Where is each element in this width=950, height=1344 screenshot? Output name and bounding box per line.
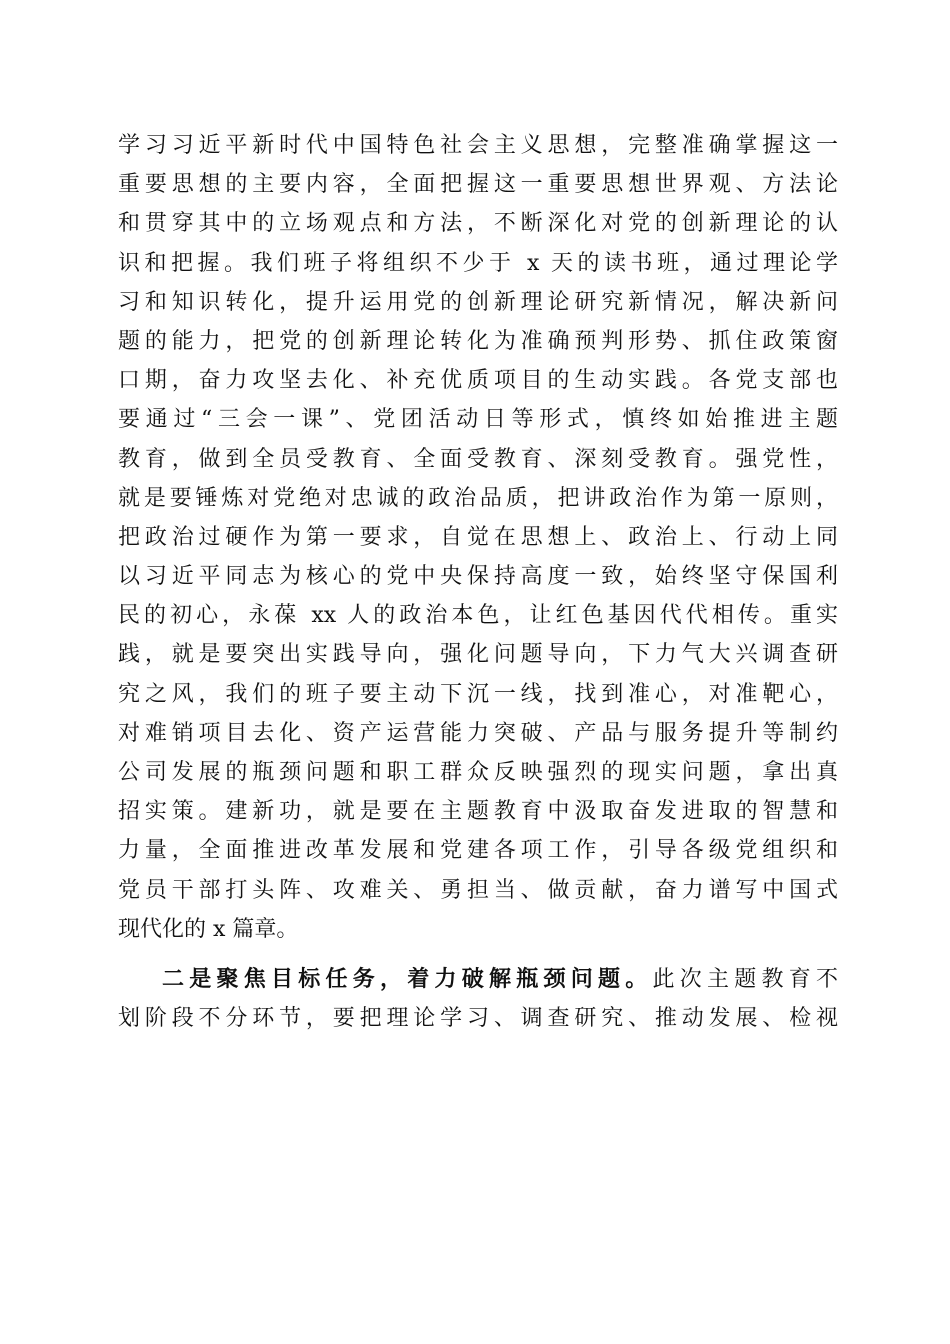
text-line: 口期，奋力攻坚去化、补充优质项目的生动实践。各党支部也 xyxy=(118,368,838,394)
text-line: 划阶段不分环节，要把理论学习、调查研究、推动发展、检视 xyxy=(118,1006,838,1032)
text-line: 题的能力，把党的创新理论转化为准确预判形势、抓住政策窗 xyxy=(118,328,838,354)
paragraph-spacer xyxy=(118,949,838,960)
text-line: 和贯穿其中的立场观点和方法，不断深化对党的创新理论的认 xyxy=(118,211,838,237)
text-line: 招实策。建新功，就是要在主题教育中汲取奋发进取的智慧和 xyxy=(118,799,838,825)
text-line: 党员干部打头阵、攻难关、勇担当、做贡献，奋力谱写中国式 xyxy=(118,877,838,903)
paragraph-heading: 二是聚焦目标任务，着力破解瓶颈问题。 xyxy=(162,965,653,992)
text-line: 学习习近平新时代中国特色社会主义思想，完整准确掌握这一 xyxy=(118,133,838,158)
text-line: 究之风，我们的班子要主动下沉一线，找到准心，对准靶心， xyxy=(118,681,838,707)
paragraph-text: 此次主题教育不 xyxy=(652,966,838,992)
text-line: 现代化的 x 篇章。 xyxy=(118,916,299,942)
text-line: 力量，全面推进改革发展和党建各项工作，引导各级党组织和 xyxy=(118,838,838,864)
text-line: 对难销项目去化、资产运营能力突破、产品与服务提升等制约 xyxy=(118,720,838,746)
text-line: 识和把握。我们班子将组织不少于 x 天的读书班，通过理论学 xyxy=(118,250,838,276)
text-line: 教育，做到全员受教育、全面受教育、深刻受教育。强党性， xyxy=(118,446,838,472)
text-line: 公司发展的瓶颈问题和职工群众反映强烈的现实问题，拿出真 xyxy=(118,760,838,785)
text-line xyxy=(118,960,838,999)
text-line: 民的初心，永葆 xx 人的政治本色，让红色基因代代相传。重实 xyxy=(118,603,838,629)
text-line: 要通过“三会一课”、党团活动日等形式，慎终如始推进主题 xyxy=(118,407,838,433)
text-line: 把政治过硬作为第一要求，自觉在思想上、政治上、行动上同 xyxy=(118,524,838,550)
text-line: 践，就是要突出实践导向，强化问题导向，下力气大兴调查研 xyxy=(118,642,838,668)
paragraph-2 xyxy=(118,960,838,1038)
text-line: 就是要锤炼对党绝对忠诚的政治品质，把讲政治作为第一原则， xyxy=(118,485,838,511)
text-line: 以习近平同志为核心的党中央保持高度一致，始终坚守保国利 xyxy=(118,564,838,590)
text-line: 习和知识转化，提升运用党的创新理论研究新情况，解决新问 xyxy=(118,289,838,315)
body-text xyxy=(118,126,838,1038)
text-line: 重要思想的主要内容，全面把握这一重要思想世界观、方法论 xyxy=(118,172,838,198)
paragraph-1 xyxy=(118,126,838,949)
